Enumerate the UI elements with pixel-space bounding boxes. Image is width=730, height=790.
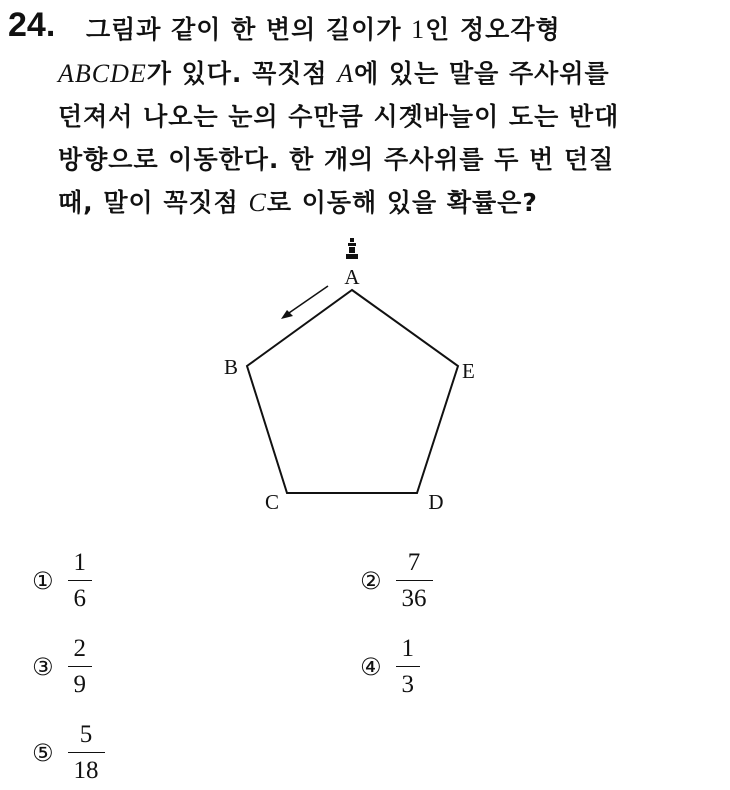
question-line-1	[86, 17, 561, 43]
fraction	[396, 550, 433, 611]
choice-mark: ⑤	[32, 738, 54, 767]
choice-mark: ④	[360, 652, 382, 681]
choice-mark: ③	[32, 652, 54, 681]
numerator: 1	[401, 635, 415, 662]
chess-piece-icon	[346, 238, 358, 259]
pentagon	[247, 290, 458, 493]
question-line-5	[58, 190, 538, 216]
choice-4[interactable]	[360, 636, 420, 697]
choice-mark: ①	[32, 566, 54, 595]
fraction	[68, 636, 93, 697]
question-text: 에 있는 말을 주사위를	[354, 59, 610, 88]
vertex-label-c: C	[264, 490, 280, 514]
denominator: 18	[73, 757, 99, 784]
fraction	[68, 550, 93, 611]
numerator: 1	[73, 549, 87, 576]
denominator: 3	[401, 671, 415, 698]
question-number: 24.	[8, 6, 56, 44]
choice-2[interactable]	[360, 550, 433, 611]
direction-arrow	[286, 286, 328, 315]
fraction	[68, 722, 105, 783]
denominator: 6	[73, 585, 87, 612]
arrow-head-icon	[281, 310, 293, 319]
choice-3[interactable]	[32, 636, 92, 697]
numerator: 2	[73, 635, 87, 662]
choice-1[interactable]	[32, 550, 92, 611]
question-text: 때, 말이 꼭짓점	[58, 188, 249, 217]
math-vertex: C	[248, 188, 267, 217]
vertex-label-b: B	[223, 355, 238, 379]
numerator: 5	[79, 721, 93, 748]
math-number: 1	[411, 15, 426, 44]
denominator: 9	[73, 671, 87, 698]
vertex-label-d: D	[428, 490, 444, 514]
choice-mark: ②	[360, 566, 382, 595]
numerator: 7	[407, 549, 421, 576]
question-text: 인 정오각형	[425, 15, 561, 44]
question-line-3: 던져서 나오는 눈의 수만큼 시곗바늘이 도는 반대	[58, 102, 620, 131]
question-text: 로 이동해 있을 확률은?	[266, 188, 538, 217]
math-polygon-name: ABCDE	[58, 59, 147, 88]
fraction	[396, 636, 421, 697]
question-line-4: 방향으로 이동한다. 한 개의 주사위를 두 번 던질	[58, 145, 615, 174]
choice-5[interactable]	[32, 722, 105, 783]
math-vertex: A	[337, 59, 355, 88]
question-text: 그림과 같이 한 변의 길이가	[86, 15, 412, 44]
question-line-2	[58, 61, 610, 87]
question-text: 가 있다. 꼭짓점	[146, 59, 338, 88]
vertex-label-a: A	[344, 265, 360, 289]
denominator: 36	[401, 585, 427, 612]
vertex-label-e: E	[462, 359, 475, 383]
